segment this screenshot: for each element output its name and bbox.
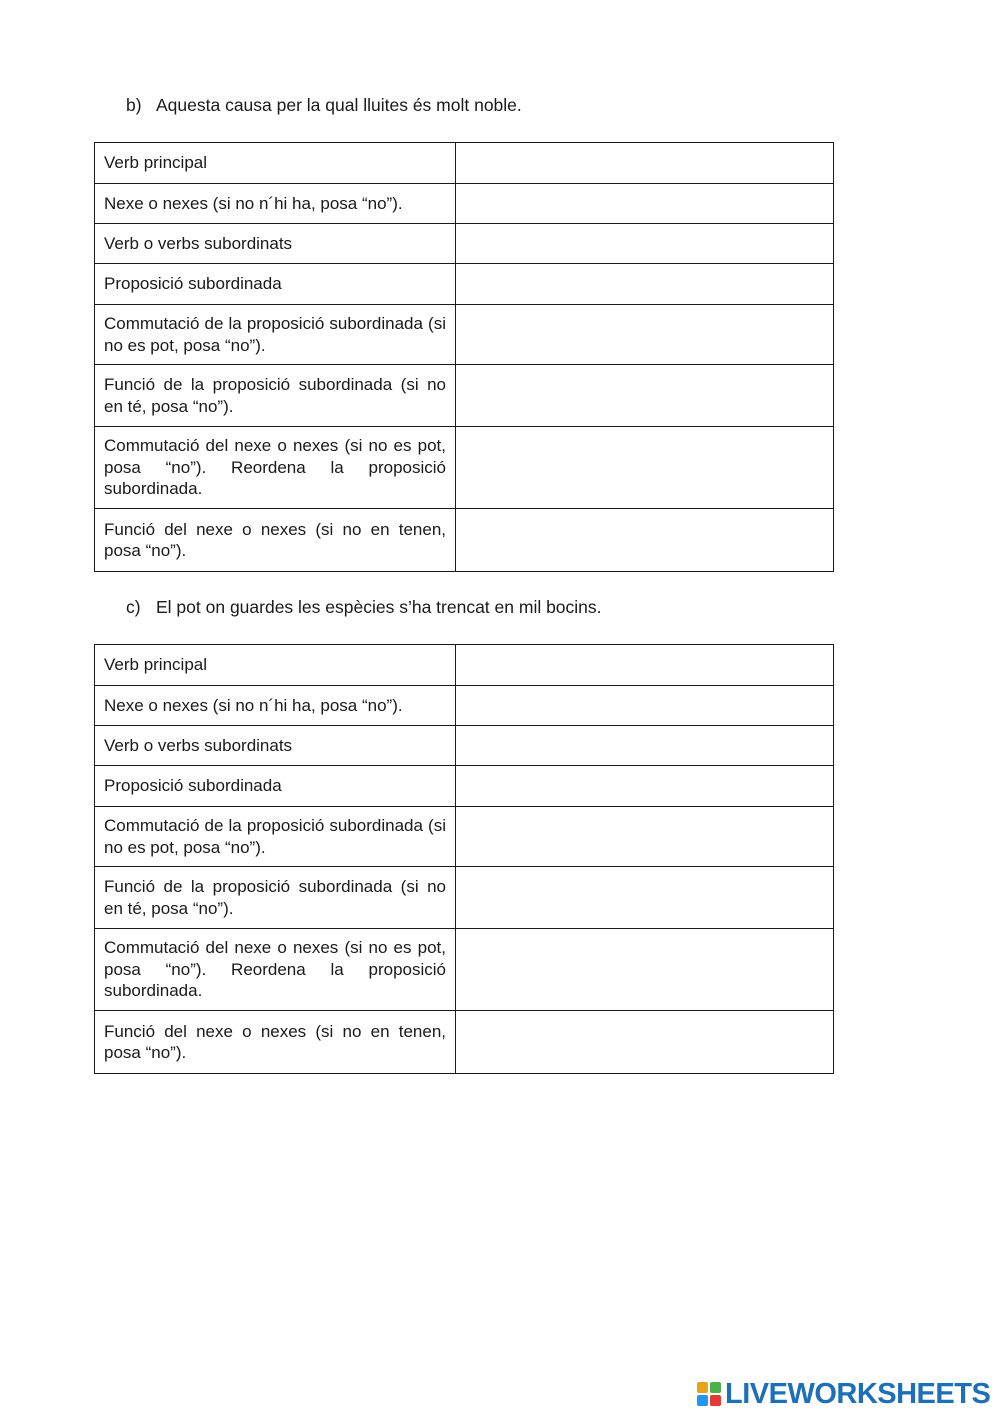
row-label-verb-principal: Verb principal [95, 143, 456, 184]
analysis-table-c [94, 644, 834, 1074]
row-label-proposicio-subordinada: Proposició subordinada [95, 264, 456, 305]
table-row [95, 264, 834, 305]
answer-cell[interactable] [456, 766, 834, 807]
answer-cell[interactable] [456, 807, 834, 867]
row-label-verbs-subordinats: Verb o verbs subordinats [95, 726, 456, 766]
answer-input-commutacio-proposicio[interactable] [456, 325, 833, 345]
answer-cell[interactable] [456, 224, 834, 264]
table-row [95, 365, 834, 427]
answer-cell[interactable] [456, 184, 834, 224]
table-row [95, 686, 834, 726]
logo-square [710, 1395, 721, 1406]
row-label-verbs-subordinats: Verb o verbs subordinats [95, 224, 456, 264]
row-label-funcio-nexe: Funció del nexe o nexes (si no en tenen, posa “no”). [95, 1011, 456, 1074]
answer-cell[interactable] [456, 726, 834, 766]
answer-cell[interactable] [456, 143, 834, 184]
answer-input-verb-principal[interactable] [456, 655, 833, 675]
table-row [95, 305, 834, 365]
row-label-funcio-nexe: Funció del nexe o nexes (si no en tenen, posa “no”). [95, 509, 456, 572]
table-row [95, 184, 834, 224]
answer-cell[interactable] [456, 645, 834, 686]
question-c-prompt [126, 596, 602, 618]
answer-input-funcio-nexe[interactable] [456, 530, 833, 550]
answer-cell[interactable] [456, 686, 834, 726]
row-label-commutacio-nexe: Commutació del nexe o nexes (si no es pot, posa “no”). Reordena la proposició subordinada. [95, 929, 456, 1011]
row-label-nexe: Nexe o nexes (si no n´hi ha, posa “no”). [95, 184, 456, 224]
table-row [95, 1011, 834, 1074]
row-label-commutacio-proposicio: Commutació de la proposició subordinada (si no es pot, posa “no”). [95, 807, 456, 867]
question-c-sentence: El pot on guardes les espècies s’ha trencat en mil bocins. [156, 597, 602, 617]
answer-input-proposicio-subordinada[interactable] [456, 274, 833, 294]
row-label-commutacio-nexe: Commutació del nexe o nexes (si no es pot, posa “no”). Reordena la proposició subordinada. [95, 427, 456, 509]
answer-cell[interactable] [456, 427, 834, 509]
row-label-commutacio-proposicio: Commutació de la proposició subordinada (si no es pot, posa “no”). [95, 305, 456, 365]
answer-input-nexe[interactable] [456, 194, 833, 214]
table-row [95, 224, 834, 264]
table-row [95, 766, 834, 807]
analysis-table-b [94, 142, 834, 572]
table-row [95, 427, 834, 509]
table-row [95, 867, 834, 929]
answer-input-funcio-proposicio[interactable] [456, 386, 833, 406]
answer-input-commutacio-proposicio[interactable] [456, 827, 833, 847]
logo-square [697, 1395, 708, 1406]
table-row [95, 726, 834, 766]
question-b-sentence: Aquesta causa per la qual lluites és molt noble. [156, 95, 522, 115]
table-row [95, 143, 834, 184]
answer-cell[interactable] [456, 929, 834, 1011]
answer-cell[interactable] [456, 867, 834, 929]
answer-input-commutacio-nexe[interactable] [456, 960, 833, 980]
answer-input-funcio-nexe[interactable] [456, 1032, 833, 1052]
answer-cell[interactable] [456, 509, 834, 572]
answer-input-proposicio-subordinada[interactable] [456, 776, 833, 796]
row-label-proposicio-subordinada: Proposició subordinada [95, 766, 456, 807]
answer-cell[interactable] [456, 365, 834, 427]
table-row [95, 929, 834, 1011]
row-label-nexe: Nexe o nexes (si no n´hi ha, posa “no”). [95, 686, 456, 726]
table-row [95, 509, 834, 572]
logo-square [697, 1382, 708, 1393]
brand-text: LIVEWORKSHEETS [725, 1378, 991, 1410]
answer-input-verb-principal[interactable] [456, 153, 833, 173]
answer-input-verbs-subordinats[interactable] [456, 234, 833, 254]
answer-cell[interactable] [456, 305, 834, 365]
answer-input-funcio-proposicio[interactable] [456, 888, 833, 908]
row-label-funcio-proposicio: Funció de la proposició subordinada (si no en té, posa “no”). [95, 867, 456, 929]
row-label-funcio-proposicio: Funció de la proposició subordinada (si no en té, posa “no”). [95, 365, 456, 427]
question-b-prompt [126, 94, 522, 116]
answer-input-nexe[interactable] [456, 696, 833, 716]
logo-square [710, 1382, 721, 1393]
answer-cell[interactable] [456, 1011, 834, 1074]
table-row [95, 807, 834, 867]
table-row [95, 645, 834, 686]
question-b-letter: b) [126, 95, 142, 115]
question-c-letter: c) [126, 597, 141, 617]
answer-cell[interactable] [456, 264, 834, 305]
answer-input-verbs-subordinats[interactable] [456, 736, 833, 756]
row-label-verb-principal: Verb principal [95, 645, 456, 686]
answer-input-commutacio-nexe[interactable] [456, 458, 833, 478]
liveworksheets-brand [697, 1379, 990, 1409]
liveworksheets-logo-icon [697, 1382, 721, 1406]
